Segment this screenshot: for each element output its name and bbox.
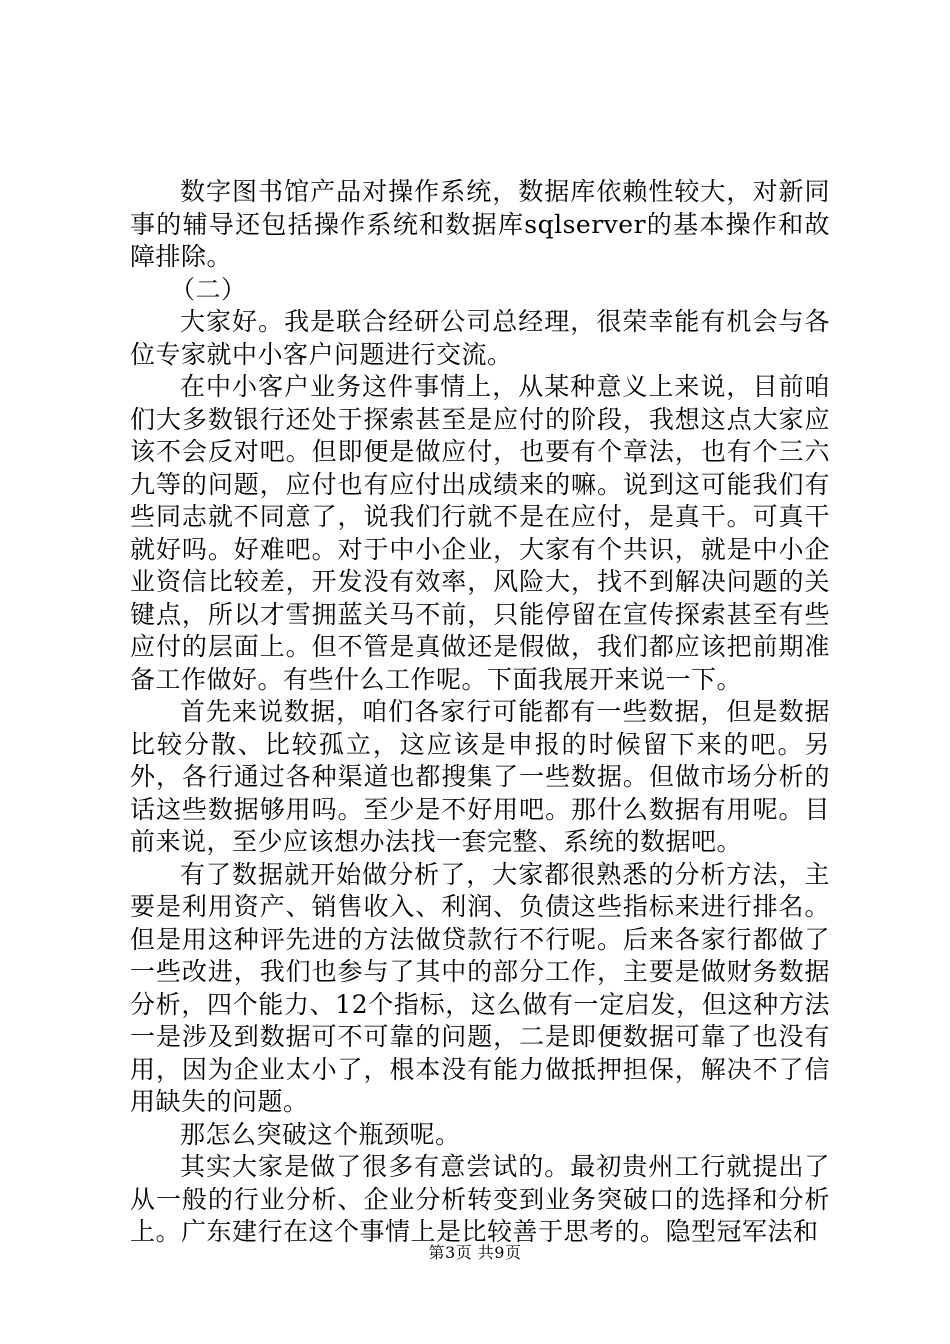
document-body	[130, 176, 830, 1249]
paragraph: 有了数据就开始做分析了，大家都很熟悉的分析方法，主要是利用资产、销售收入、利润、负债这些指标来进行排名。但是用这种评先进的方法做贷款行不行呢。后来各家行都做了一些改进，我们也参与了其中的部分工作，主要是做财务数据分析，四个能力、12个指标，这么做有一定启发，但这种方法一是涉及到数据可不可靠的问题，二是即便数据可靠了也没有用，因为企业太小了，根本没有能力做抵押担保，解决不了信用缺失的问题。	[130, 859, 830, 1116]
page-footer: 第3页 共9页	[428, 1243, 522, 1262]
paragraph: 数字图书馆产品对操作系统，数据库依赖性较大，对新同事的辅导还包括操作系统和数据库sqlserver的基本操作和故障排除。	[130, 177, 830, 271]
paragraph: 那怎么突破这个瓶颈呢。	[180, 1119, 461, 1149]
paragraph: 首先来说数据，咱们各家行可能都有一些数据，但是数据比较分散、比较孤立，这应该是申报的时候留下来的吧。另外，各行通过各种渠道也都搜集了一些数据。但做市场分析的话这些数据够用吗。至少是不好用吧。那什么数据有用呢。目前来说，至少应该想办法找一套完整、系统的数据吧。	[130, 697, 830, 856]
paragraph: 大家好。我是联合经研公司总经理，很荣幸能有机会与各位专家就中小客户问题进行交流。	[130, 307, 830, 369]
paragraph: 其实大家是做了很多有意尝试的。最初贵州工行就提出了从一般的行业分析、企业分析转变到业务突破口的选择和分析上。广东建行在这个事情上是比较善于思考的。隐型冠军法和	[130, 1152, 830, 1246]
paragraph: 在中小客户业务这件事情上，从某种意义上来说，目前咱们大多数银行还处于探索甚至是应付的阶段，我想这点大家应该不会反对吧。但即便是做应付，也要有个章法，也有个三六九等的问题，应付也有应付出成绩来的嘛。说到这可能我们有些同志就不同意了，说我们行就不是在应付，是真干。可真干就好吗。好难吧。对于中小企业，大家有个共识，就是中小企业资信比较差，开发没有效率，风险大，找不到解决问题的关键点，所以才雪拥蓝关马不前，只能停留在宣传探索甚至有些应付的层面上。但不管是真做还是假做，我们都应该把前期准备工作做好。有些什么工作呢。下面我展开来说一下。	[130, 372, 830, 694]
section-heading: （二）	[170, 274, 247, 304]
